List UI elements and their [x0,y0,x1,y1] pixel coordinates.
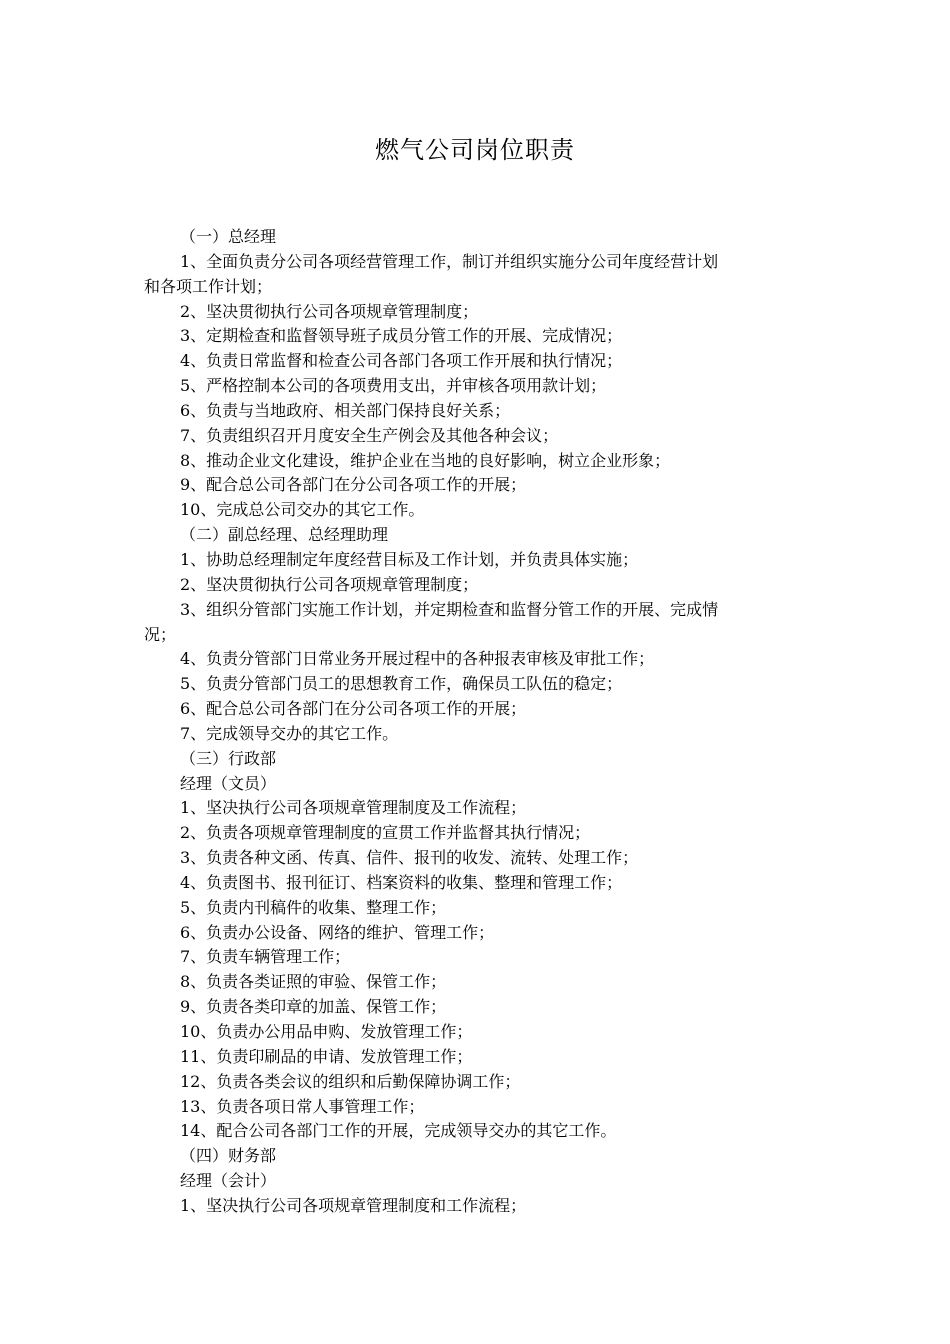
document-line: 6、配合总公司各部门在分公司各项工作的开展； [180,699,527,719]
document-line: 2、负责各项规章管理制度的宣贯工作并监督其执行情况； [180,823,591,843]
document-line: （一）总经理 [180,227,277,246]
document-line: 3、组织分管部门实施工作计划，并定期检查和监督分管工作的开展、完成情 [180,599,719,619]
document-title: 燃气公司岗位职责 [375,136,575,164]
document-line: 经理（文员） [180,773,277,793]
document-line: 3、负责各种文函、传真、信件、报刊的收发、流转、处理工作； [180,848,639,868]
document-line: 10、负责办公用品申购、发放管理工作； [180,1022,473,1041]
document-line: 3、定期检查和监督领导班子成员分管工作的开展、完成情况； [180,326,623,346]
document-line: 4、负责日常监督和检查公司各部门各项工作开展和执行情况； [180,351,623,371]
document-line: 4、负责图书、报刊征订、档案资料的收集、整理和管理工作； [180,872,623,892]
document-line: 8、推动企业文化建设，维护企业在当地的良好影响，树立企业形象； [180,450,671,470]
document-line: 和各项工作计划； [144,276,273,296]
document-line: 5、负责分管部门员工的思想教育工作，确保员工队伍的稳定； [180,674,623,694]
document-line: 况； [144,624,177,644]
document-line: 2、坚决贯彻执行公司各项规章管理制度； [180,301,479,321]
document-line: 1、协助总经理制定年度经营目标及工作计划，并负责具体实施； [180,549,639,569]
document-body [144,225,834,1219]
document-line: 11、负责印刷品的申请、发放管理工作； [180,1046,473,1066]
document-line: 6、负责与当地政府、相关部门保持良好关系； [180,400,511,420]
document-line: 14、配合公司各部门工作的开展，完成领导交办的其它工作。 [180,1121,617,1141]
document-line: 7、负责车辆管理工作； [180,947,351,967]
document-line: 10、完成总公司交办的其它工作。 [180,500,425,520]
document-line: 1、全面负责分公司各项经营管理工作，制订并组织实施分公司年度经营计划 [180,251,719,271]
document-line: 2、坚决贯彻执行公司各项规章管理制度； [180,574,479,594]
document-line: 1、坚决执行公司各项规章管理制度及工作流程； [180,798,527,818]
document-line: 7、负责组织召开月度安全生产例会及其他各种会议； [180,425,559,445]
document-line: （三）行政部 [180,748,277,768]
document-line: 12、负责各类会议的组织和后勤保障协调工作； [180,1071,521,1091]
document-line: 13、负责各项日常人事管理工作； [180,1096,425,1116]
document-line: 8、负责各类证照的审验、保管工作； [180,972,447,992]
document-line: （四）财务部 [180,1146,277,1166]
document-line: 9、配合总公司各部门在分公司各项工作的开展； [180,475,527,495]
document-line: 4、负责分管部门日常业务开展过程中的各种报表审核及审批工作； [180,649,655,669]
document-line: 6、负责办公设备、网络的维护、管理工作； [180,922,495,942]
document-line: 9、负责各类印章的加盖、保管工作； [180,997,447,1017]
document-line: 1、坚决执行公司各项规章管理制度和工作流程； [180,1195,527,1215]
document-line: 5、负责内刊稿件的收集、整理工作； [180,897,447,917]
document-line: 经理（会计） [180,1171,277,1191]
document-line: （二）副总经理、总经理助理 [180,525,389,545]
document-line: 5、严格控制本公司的各项费用支出，并审核各项用款计划； [180,376,607,396]
document-line: 7、完成领导交办的其它工作。 [180,723,399,743]
